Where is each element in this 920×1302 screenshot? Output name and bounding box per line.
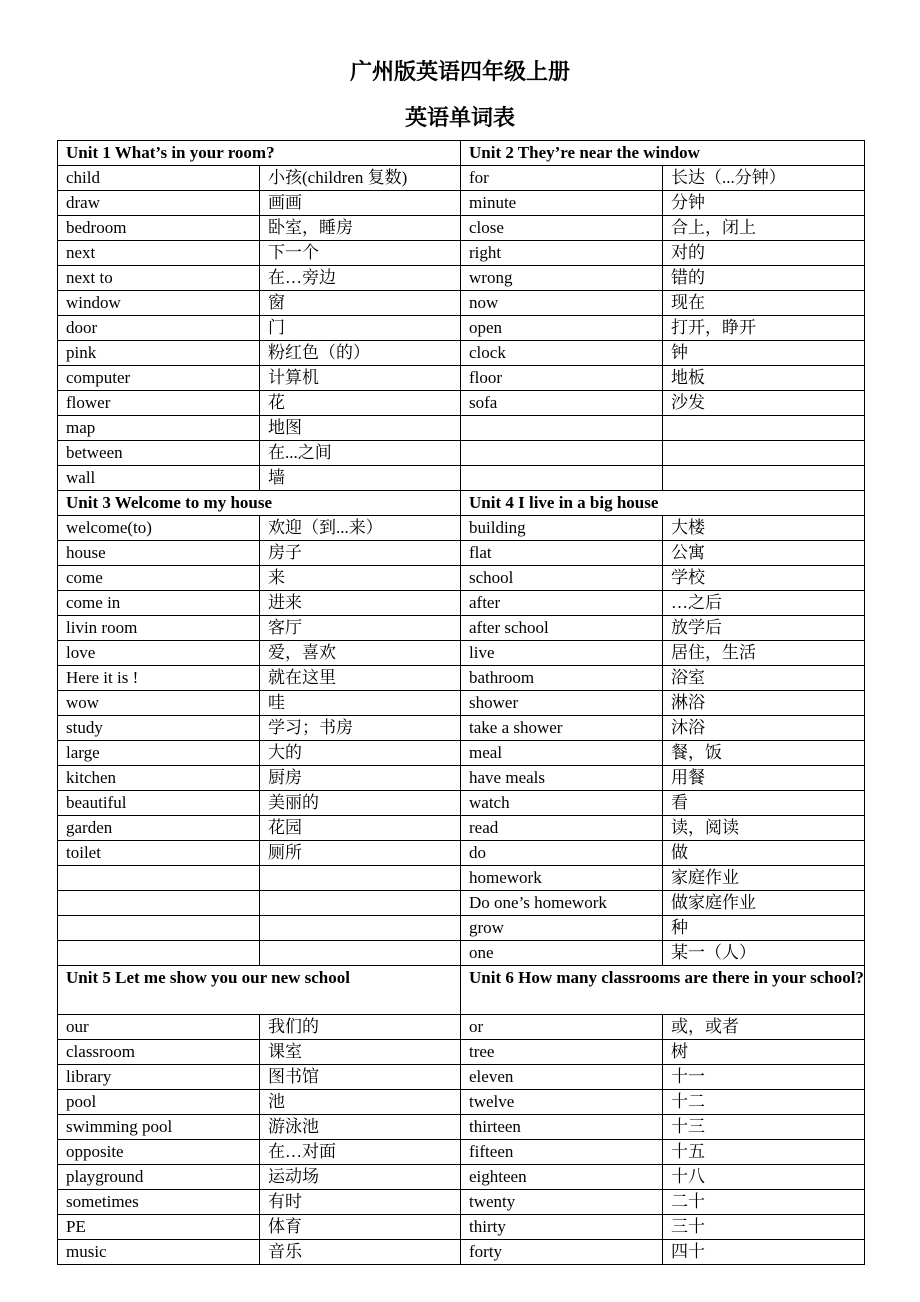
english-word: eleven (461, 1065, 663, 1090)
english-word: school (461, 566, 663, 591)
chinese-meaning (663, 466, 865, 491)
english-word: twenty (461, 1190, 663, 1215)
chinese-meaning: 游泳池 (260, 1115, 461, 1140)
english-word: classroom (58, 1040, 260, 1065)
table-row (58, 191, 865, 216)
vocabulary-table-body (58, 141, 865, 1265)
english-word: study (58, 716, 260, 741)
english-word: sometimes (58, 1190, 260, 1215)
english-word: minute (461, 191, 663, 216)
chinese-meaning: 合上，闭上 (663, 216, 865, 241)
table-row (58, 916, 865, 941)
english-word: have meals (461, 766, 663, 791)
chinese-meaning: 对的 (663, 241, 865, 266)
table-row (58, 591, 865, 616)
table-row (58, 1240, 865, 1265)
chinese-meaning: 长达（...分钟） (663, 166, 865, 191)
chinese-meaning: 房子 (260, 541, 461, 566)
page-title: 广州版英语四年级上册 (349, 59, 570, 84)
unit-title: Unit 1 What’s in your room? (58, 141, 461, 166)
chinese-meaning: 卧室，睡房 (260, 216, 461, 241)
english-word: next to (58, 266, 260, 291)
chinese-meaning: 客厅 (260, 616, 461, 641)
chinese-meaning (260, 866, 461, 891)
chinese-meaning: 粉红色（的） (260, 341, 461, 366)
chinese-meaning: 十五 (663, 1140, 865, 1165)
english-word (461, 416, 663, 441)
chinese-meaning: 图书馆 (260, 1065, 461, 1090)
english-word: fifteen (461, 1140, 663, 1165)
chinese-meaning: 花园 (260, 816, 461, 841)
chinese-meaning: 公寓 (663, 541, 865, 566)
chinese-meaning: 大的 (260, 741, 461, 766)
chinese-meaning: 学习；书房 (260, 716, 461, 741)
english-word: opposite (58, 1140, 260, 1165)
english-word: child (58, 166, 260, 191)
english-word: bathroom (461, 666, 663, 691)
chinese-meaning: 现在 (663, 291, 865, 316)
english-word: or (461, 1015, 663, 1040)
english-word: kitchen (58, 766, 260, 791)
table-row (58, 616, 865, 641)
english-word: love (58, 641, 260, 666)
english-word: shower (461, 691, 663, 716)
chinese-meaning: 二十 (663, 1190, 865, 1215)
chinese-meaning: 厨房 (260, 766, 461, 791)
english-word: livin room (58, 616, 260, 641)
table-row (58, 1040, 865, 1065)
chinese-meaning (260, 941, 461, 966)
english-word: map (58, 416, 260, 441)
page-subtitle: 英语单词表 (404, 105, 515, 130)
english-word: twelve (461, 1090, 663, 1115)
english-word: forty (461, 1240, 663, 1265)
english-word: take a shower (461, 716, 663, 741)
english-word: house (58, 541, 260, 566)
english-word: swimming pool (58, 1115, 260, 1140)
chinese-meaning: 十八 (663, 1165, 865, 1190)
chinese-meaning: 池 (260, 1090, 461, 1115)
english-word: draw (58, 191, 260, 216)
unit-title: Unit 5 Let me show you our new school (58, 966, 461, 1015)
english-word: flower (58, 391, 260, 416)
chinese-meaning: 打开，睁开 (663, 316, 865, 341)
table-row (58, 791, 865, 816)
english-word: window (58, 291, 260, 316)
table-row (58, 216, 865, 241)
english-word: close (461, 216, 663, 241)
table-row (58, 1090, 865, 1115)
chinese-meaning: 我们的 (260, 1015, 461, 1040)
english-word: computer (58, 366, 260, 391)
chinese-meaning: 哇 (260, 691, 461, 716)
chinese-meaning: 读，阅读 (663, 816, 865, 841)
table-row (58, 641, 865, 666)
table-row (58, 1140, 865, 1165)
chinese-meaning: 来 (260, 566, 461, 591)
chinese-meaning: 体育 (260, 1215, 461, 1240)
english-word: now (461, 291, 663, 316)
chinese-meaning: 分钟 (663, 191, 865, 216)
table-row (58, 1065, 865, 1090)
english-word (461, 466, 663, 491)
table-row (58, 341, 865, 366)
table-row (58, 291, 865, 316)
chinese-meaning: 用餐 (663, 766, 865, 791)
table-row (58, 1165, 865, 1190)
chinese-meaning: 沐浴 (663, 716, 865, 741)
chinese-meaning: 在…旁边 (260, 266, 461, 291)
chinese-meaning: 小孩(children 复数) (260, 166, 461, 191)
chinese-meaning: …之后 (663, 591, 865, 616)
table-row (58, 366, 865, 391)
table-row (58, 516, 865, 541)
english-word: one (461, 941, 663, 966)
table-row (58, 1190, 865, 1215)
chinese-meaning: 种 (663, 916, 865, 941)
table-row (58, 841, 865, 866)
english-word: toilet (58, 841, 260, 866)
english-word: door (58, 316, 260, 341)
table-row (58, 1115, 865, 1140)
table-row (58, 166, 865, 191)
table-row (58, 741, 865, 766)
english-word: read (461, 816, 663, 841)
table-row (58, 266, 865, 291)
table-row (58, 441, 865, 466)
english-word: right (461, 241, 663, 266)
english-word: beautiful (58, 791, 260, 816)
chinese-meaning: 浴室 (663, 666, 865, 691)
english-word: thirteen (461, 1115, 663, 1140)
table-row (58, 666, 865, 691)
english-word: pool (58, 1090, 260, 1115)
chinese-meaning: 课室 (260, 1040, 461, 1065)
english-word: open (461, 316, 663, 341)
english-word: library (58, 1065, 260, 1090)
english-word: after (461, 591, 663, 616)
chinese-meaning: 画画 (260, 191, 461, 216)
unit-title: Unit 2 They’re near the window (461, 141, 865, 166)
table-row (58, 766, 865, 791)
english-word: come (58, 566, 260, 591)
english-word: large (58, 741, 260, 766)
chinese-meaning: 地图 (260, 416, 461, 441)
table-row (58, 316, 865, 341)
english-word: welcome(to) (58, 516, 260, 541)
table-row (58, 391, 865, 416)
chinese-meaning: 花 (260, 391, 461, 416)
chinese-meaning: 欢迎（到...来） (260, 516, 461, 541)
chinese-meaning: 树 (663, 1040, 865, 1065)
chinese-meaning: 做家庭作业 (663, 891, 865, 916)
english-word: bedroom (58, 216, 260, 241)
unit-title: Unit 3 Welcome to my house (58, 491, 461, 516)
table-row (58, 1015, 865, 1040)
english-word: wall (58, 466, 260, 491)
chinese-meaning: 错的 (663, 266, 865, 291)
chinese-meaning: 下一个 (260, 241, 461, 266)
english-word: thirty (461, 1215, 663, 1240)
chinese-meaning: 沙发 (663, 391, 865, 416)
table-row (58, 941, 865, 966)
chinese-meaning: 三十 (663, 1215, 865, 1240)
table-row (58, 891, 865, 916)
chinese-meaning: 运动场 (260, 1165, 461, 1190)
chinese-meaning (663, 441, 865, 466)
chinese-meaning: 大楼 (663, 516, 865, 541)
chinese-meaning: 门 (260, 316, 461, 341)
chinese-meaning: 美丽的 (260, 791, 461, 816)
english-word: clock (461, 341, 663, 366)
english-word: sofa (461, 391, 663, 416)
english-word: grow (461, 916, 663, 941)
english-word: between (58, 441, 260, 466)
english-word: wow (58, 691, 260, 716)
chinese-meaning: 居住，生活 (663, 641, 865, 666)
english-word: flat (461, 541, 663, 566)
english-word: for (461, 166, 663, 191)
table-row (58, 866, 865, 891)
english-word: playground (58, 1165, 260, 1190)
chinese-meaning: 窗 (260, 291, 461, 316)
chinese-meaning: 看 (663, 791, 865, 816)
english-word (58, 941, 260, 966)
table-row (58, 541, 865, 566)
chinese-meaning: 计算机 (260, 366, 461, 391)
english-word: eighteen (461, 1165, 663, 1190)
english-word: PE (58, 1215, 260, 1240)
chinese-meaning: 进来 (260, 591, 461, 616)
chinese-meaning: 家庭作业 (663, 866, 865, 891)
chinese-meaning: 厕所 (260, 841, 461, 866)
english-word (58, 916, 260, 941)
table-row (58, 241, 865, 266)
chinese-meaning: 四十 (663, 1240, 865, 1265)
chinese-meaning: 在...之间 (260, 441, 461, 466)
unit-header-row (58, 966, 865, 1015)
english-word: next (58, 241, 260, 266)
vocabulary-table (57, 140, 865, 1265)
chinese-meaning: 十一 (663, 1065, 865, 1090)
unit-title: Unit 4 I live in a big house (461, 491, 865, 516)
english-word: Do one’s homework (461, 891, 663, 916)
chinese-meaning (663, 416, 865, 441)
english-word: meal (461, 741, 663, 766)
chinese-meaning: 淋浴 (663, 691, 865, 716)
english-word: tree (461, 1040, 663, 1065)
english-word: music (58, 1240, 260, 1265)
chinese-meaning: 有时 (260, 1190, 461, 1215)
unit-title: Unit 6 How many classrooms are there in your school? (461, 966, 865, 1015)
english-word: building (461, 516, 663, 541)
chinese-meaning: 地板 (663, 366, 865, 391)
english-word: homework (461, 866, 663, 891)
chinese-meaning: 十三 (663, 1115, 865, 1140)
english-word: live (461, 641, 663, 666)
chinese-meaning: 钟 (663, 341, 865, 366)
english-word (58, 866, 260, 891)
chinese-meaning (260, 916, 461, 941)
chinese-meaning: 爱，喜欢 (260, 641, 461, 666)
table-row (58, 566, 865, 591)
english-word: garden (58, 816, 260, 841)
english-word: do (461, 841, 663, 866)
table-row (58, 716, 865, 741)
english-word: Here it is ! (58, 666, 260, 691)
unit-header-row (58, 141, 865, 166)
chinese-meaning: 学校 (663, 566, 865, 591)
chinese-meaning: 餐，饭 (663, 741, 865, 766)
english-word: pink (58, 341, 260, 366)
table-row (58, 416, 865, 441)
english-word: come in (58, 591, 260, 616)
chinese-meaning: 在…对面 (260, 1140, 461, 1165)
english-word: floor (461, 366, 663, 391)
english-word: our (58, 1015, 260, 1040)
chinese-meaning: 音乐 (260, 1240, 461, 1265)
chinese-meaning: 或，或者 (663, 1015, 865, 1040)
english-word (461, 441, 663, 466)
chinese-meaning: 十二 (663, 1090, 865, 1115)
table-row (58, 816, 865, 841)
table-row (58, 466, 865, 491)
english-word (58, 891, 260, 916)
english-word: after school (461, 616, 663, 641)
unit-header-row (58, 491, 865, 516)
english-word: wrong (461, 266, 663, 291)
table-row (58, 1215, 865, 1240)
english-word: watch (461, 791, 663, 816)
table-row (58, 691, 865, 716)
chinese-meaning: 墙 (260, 466, 461, 491)
chinese-meaning: 放学后 (663, 616, 865, 641)
chinese-meaning: 某一（人） (663, 941, 865, 966)
chinese-meaning: 就在这里 (260, 666, 461, 691)
chinese-meaning: 做 (663, 841, 865, 866)
chinese-meaning (260, 891, 461, 916)
